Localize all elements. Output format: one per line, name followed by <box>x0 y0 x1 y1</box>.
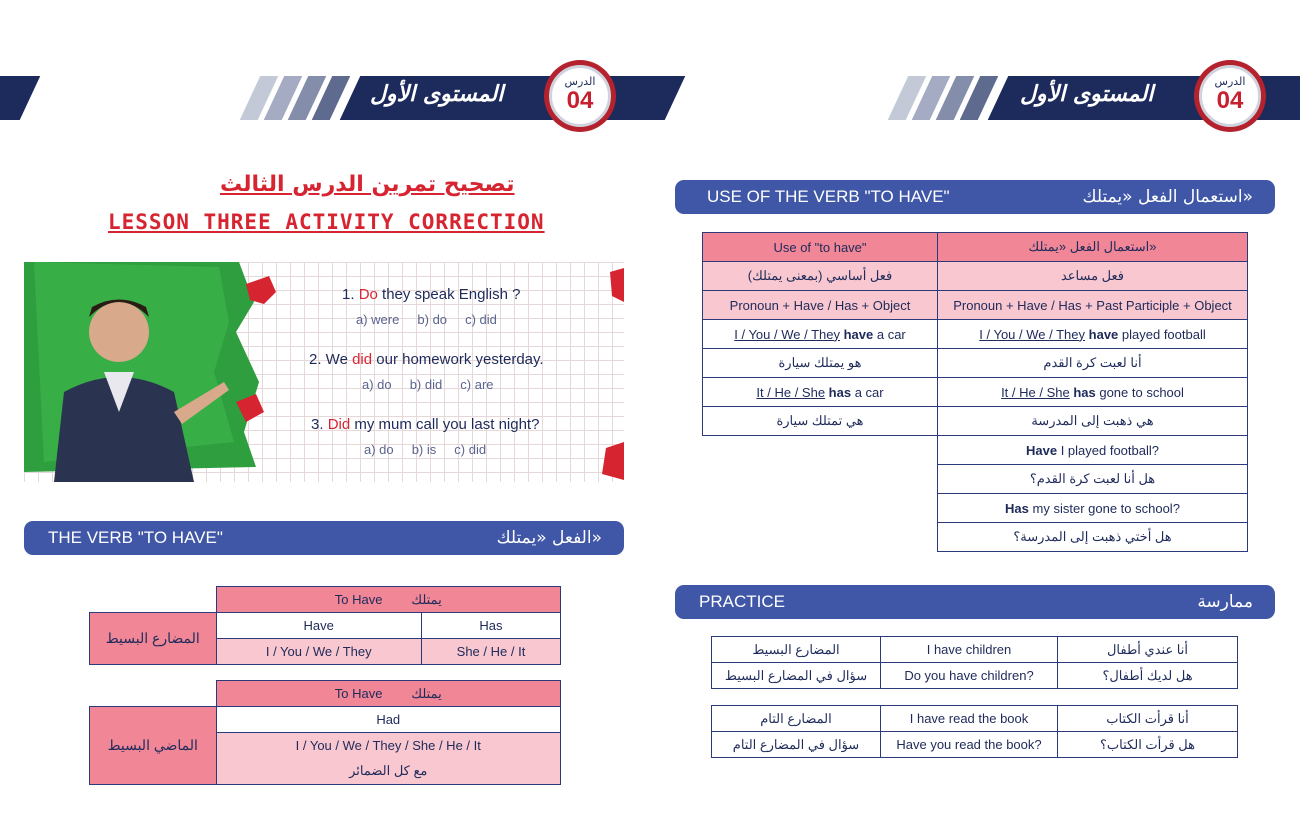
lesson-badge <box>1194 60 1266 132</box>
table-cell: المضارع البسيط <box>712 637 881 663</box>
table-cell: سؤال في المضارع التام <box>712 732 881 758</box>
question-2-options: a) do b) did c) are <box>362 377 494 392</box>
table-cell: هي ذهبت إلى المدرسة <box>938 407 1248 436</box>
past-simple-table <box>89 680 561 785</box>
activity-card <box>24 262 624 482</box>
use-section-header <box>675 180 1275 214</box>
tense-label: الماضي البسيط <box>90 707 217 785</box>
verb-section-title-english: THE VERB "TO HAVE" <box>48 528 223 547</box>
table-head: Use of "to have" <box>703 233 938 262</box>
practice-title-english: PRACTICE <box>699 592 785 611</box>
lesson-badge <box>544 60 616 132</box>
answer-highlight: Do <box>358 286 378 303</box>
table-head: To Have يمتلك <box>216 681 561 707</box>
table-cell: I have children <box>881 637 1058 663</box>
activity-title-english: LESSON THREE ACTIVITY CORRECTION <box>108 210 545 234</box>
table-cell: هل أختي ذهبت إلى المدرسة؟ <box>938 523 1248 552</box>
table-cell: It / He / She has a car <box>703 378 938 407</box>
verb-section-header <box>24 521 624 555</box>
answer-highlight: Did <box>327 416 351 433</box>
table-cell: فعل أساسي (بمعنى يمتلك) <box>703 262 938 291</box>
level-title: المستوى الأول <box>1020 82 1154 107</box>
table-cell: Had <box>216 707 561 733</box>
practice-table-1 <box>711 636 1238 689</box>
question-1-options: a) were b) do c) did <box>356 312 497 327</box>
table-cell: المضارع التام <box>712 706 881 732</box>
answer-highlight: did <box>352 351 373 368</box>
lesson-badge-label: الدرس <box>564 75 596 88</box>
table-cell: هو يمتلك سيارة <box>703 349 938 378</box>
table-cell: I / You / We / They have a car <box>703 320 938 349</box>
table-cell: Has my sister gone to school? <box>938 494 1248 523</box>
question-2: 2. We did our homework yesterday. <box>309 351 544 368</box>
table-cell: Pronoun + Have / Has + Past Participle + Object <box>938 291 1248 320</box>
table-cell: هل أنا لعبت كرة القدم؟ <box>938 465 1248 494</box>
table-cell: مع كل الضمائر <box>216 759 561 785</box>
table-cell: I have read the book <box>881 706 1058 732</box>
table-cell: أنا لعبت كرة القدم <box>938 349 1248 378</box>
table-cell: أنا عندي أطفال <box>1058 637 1238 663</box>
table-cell: I / You / We / They <box>216 639 421 665</box>
table-cell: Have you read the book? <box>881 732 1058 758</box>
table-cell: فعل مساعد <box>938 262 1248 291</box>
table-cell: I / You / We / They / She / He / It <box>216 733 561 759</box>
practice-section-header <box>675 585 1275 619</box>
table-cell: It / He / She has gone to school <box>938 378 1248 407</box>
practice-table-2 <box>711 705 1238 758</box>
table-cell: Has <box>421 613 560 639</box>
table-cell: Have <box>216 613 421 639</box>
table-cell: هل لديك أطفال؟ <box>1058 663 1238 689</box>
table-cell: هل قرأت الكتاب؟ <box>1058 732 1238 758</box>
question-3-options: a) do b) is c) did <box>364 442 487 457</box>
table-head: استعمال الفعل «يمتلك» <box>938 233 1248 262</box>
lesson-badge-label: الدرس <box>1214 75 1246 88</box>
lesson-badge-number: 04 <box>1216 87 1244 114</box>
table-cell: She / He / It <box>421 639 560 665</box>
use-section-title-english: USE OF THE VERB "TO HAVE" <box>707 187 950 206</box>
question-3: 3. Did my mum call you last night? <box>311 416 540 433</box>
present-simple-table <box>89 586 561 665</box>
table-cell: Have I played football? <box>938 436 1248 465</box>
table-cell: I / You / We / They have played football <box>938 320 1248 349</box>
table-cell: Pronoun + Have / Has + Object <box>703 291 938 320</box>
question-1: 1. Do they speak English ? <box>342 286 521 303</box>
verb-section-title-arabic: الفعل «يمتلك» <box>496 528 602 548</box>
table-cell: Do you have children? <box>881 663 1058 689</box>
level-title: المستوى الأول <box>370 82 504 107</box>
lesson-badge-number: 04 <box>566 87 594 114</box>
teacher-photo <box>24 262 264 482</box>
practice-title-arabic: ممارسة <box>1197 592 1253 612</box>
table-cell: سؤال في المضارع البسيط <box>712 663 881 689</box>
activity-title-arabic: تصحيح تمرين الدرس الثالث <box>220 172 515 197</box>
table-cell: أنا قرأت الكتاب <box>1058 706 1238 732</box>
use-section-title-arabic: استعمال الفعل «يمتلك» <box>1082 187 1253 207</box>
use-table <box>702 232 1248 552</box>
table-cell: هي تمتلك سيارة <box>703 407 938 436</box>
table-head: To Have يمتلك <box>216 587 561 613</box>
tense-label: المضارع البسيط <box>90 613 217 665</box>
